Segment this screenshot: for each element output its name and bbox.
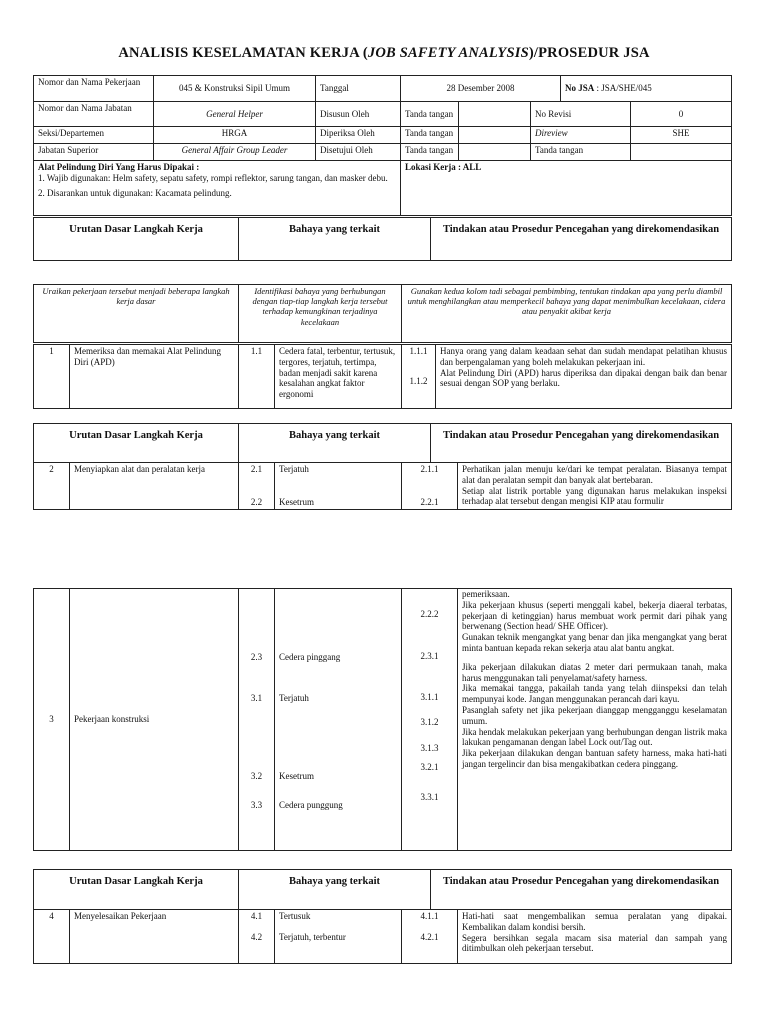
tanggal-label: Tanggal [316,76,401,102]
action-text: Jika memakai tangga, pakailah tanda yang telah diinspeksi dan telah mempunyai kode. Jangan menggunakan perancah dari kayu. [462,683,727,705]
info-table [33,75,732,102]
hazard-texts [275,463,402,510]
seksi-label: Seksi/Departemen [34,127,154,144]
hazard-numbers [239,463,275,510]
apd-cell [34,161,401,216]
hazard-text: Kesetrum [279,770,314,781]
tanda-tangan-label: Tanda tangan [531,144,631,161]
hazard-number: 1.1 [239,345,275,409]
step-description: Pekerjaan konstruksi [70,589,239,851]
description-row [33,284,732,343]
section-header-1 [33,217,732,261]
apd-item-1: 1. Wajib digunakan: Helm safety, sepatu safety, rompi reflektor, sarung tangan, dan masker debu. [38,172,388,183]
diperiksa-label: Diperiksa Oleh [316,127,401,144]
document-title: ANALISIS KESELAMATAN KERJA (JOB SAFETY ANALYSIS)/PROSEDUR JSA [118,45,650,61]
apd-item-2: 2. Disarankan untuk digunakan: Kacamata pelindung. [38,187,232,198]
header-hazards: Bahaya yang terkait [239,870,431,910]
step-number: 3 [34,589,70,851]
hazard-text: Terjatuh, terbentur [279,931,346,942]
step-description: Memeriksa dan memakai Alat Pelindung Diri (APD) [70,345,239,409]
hazard-number: 3.2 [250,770,263,781]
action-text: Pasanglah safety net jika pekerjaan dianggap mengganggu keselamatan umum. [462,704,727,726]
action-number: 2.2.1 [420,496,439,507]
action-text: Jika pekerjaan khusus (seperti menggali kabel, bekerja diaeral terbatas, pekerjaan di ketinggian) harus membuat work permit dari pihak yang berwenang (Section head/ SHE Officer). [462,599,727,632]
action-text: Segera bersihkan segala macam sisa material dan sampah yang ditimbulkan oleh pekerjaan tersebut. [462,932,727,954]
action-number: 4.2.1 [420,931,439,942]
step-description: Menyiapkan alat dan peralatan kerja [70,463,239,510]
header-actions: Tindakan atau Prosedur Pencegahan yang direkomendasikan [431,218,732,261]
action-text: Alat Pelindung Diri (APD) harus diperiksa dan dipakai dengan baik dan benar sesuai dengan SOP yang berlaku. [440,367,727,389]
desc-actions: Gunakan kedua kolom tadi sebagai pembimbing, tentukan tindakan apa yang perlu diambil untuk menghilangkan atau memperkecil bahaya yang dapat menimbulkan kecelakaan, cidera atau penyakit akibat kerja [402,285,732,343]
step-number: 1 [34,345,70,409]
hazard-text: Cedera fatal, terbentur, tertusuk, tergores, terjatuh, tertimpa, badan menjadi sakit karena kesalahan angkat faktor ergonomi [275,345,402,409]
action-text: Jika pekerjaan dilakukan diatas 2 meter dari permukaan tanah, maka harus menggunakan tali penyelamat/safety harness. [462,661,727,683]
header-actions: Tindakan atau Prosedur Pencegahan yang direkomendasikan [431,424,732,463]
superior-value: General Affair Group Leader [154,144,316,161]
tanda-tangan-label: Tanda tangan [401,144,459,161]
hazard-numbers [239,589,275,851]
action-numbers [402,463,458,510]
nama-pekerjaan-value: 045 & Konstruksi Sipil Umum [154,76,316,102]
header-actions: Tindakan atau Prosedur Pencegahan yang direkomendasikan [431,870,732,910]
action-numbers [402,589,458,851]
section-header-3 [33,869,732,910]
hazard-text: Terjatuh [279,692,309,703]
action-texts [458,910,732,964]
hazard-number: 2.2 [250,496,263,507]
no-revisi-label: No Revisi [531,102,631,127]
header-hazards: Bahaya yang terkait [239,218,431,261]
header-steps: Urutan Dasar Langkah Kerja [34,424,239,463]
action-number: 2.3.1 [420,650,439,661]
action-number: 3.1.1 [420,691,439,702]
action-text: pemeriksaan. [462,589,510,599]
seksi-value: HRGA [154,127,316,144]
action-texts [458,589,732,851]
hazard-texts [275,910,402,964]
action-text: Setiap alat listrik portable yang digunakan harus melakukan inspeksi terhadap alat tersebut dengan mengisi KIP atau formulir [462,485,727,507]
action-number: 3.1.3 [420,743,439,754]
tanda-tangan-label: Tanda tangan [401,127,459,144]
no-jsa: No JSA : JSA/SHE/045 [561,76,732,102]
tanda-tangan-field [459,102,531,127]
tanda-tangan-field [631,144,732,161]
desc-hazards: Identifikasi bahaya yang berhubungan dengan tiap-tiap langkah kerja tersebut terhadap kemungkinan terjadinya kecelakaan [239,285,402,343]
hazard-text: Cedera pinggang [279,652,341,662]
action-number: 4.1.1 [420,911,439,921]
direview-label: Direview [531,127,631,144]
action-text: Jika hendak melakukan pekerjaan yang berhubungan dengan listrik maka lakukan pengamanan dengan label Lock out/Tag out. [462,726,727,748]
action-number: 2.1.1 [420,464,439,474]
hazard-number: 3.1 [250,692,263,703]
header-hazards: Bahaya yang terkait [239,424,431,463]
jabatan-label: Nomor dan Nama Jabatan [34,102,154,127]
action-texts [436,345,732,409]
disetujui-label: Disetujui Oleh [316,144,401,161]
direview-value: SHE [631,127,732,144]
tanda-tangan-label: Tanda tangan [401,102,459,127]
apd-title: Alat Pelindung Diri Yang Harus Dipakai : [38,162,200,172]
hazard-number: 3.3 [250,800,263,811]
step-1-row [33,344,732,409]
action-text: Hanya orang yang dalam keadaan sehat dan sudah mendapat pelatihan khusus dan berpengalaman yang boleh melakukan pekerjaan ini. [440,346,727,367]
step-2-row [33,462,732,510]
hazard-numbers [239,910,275,964]
header-steps: Urutan Dasar Langkah Kerja [34,218,239,261]
hazard-text: Kesetrum [279,496,314,507]
hazard-number: 2.1 [250,464,263,474]
step-number: 2 [34,463,70,510]
hazard-number: 4.1 [250,911,263,921]
hazard-number: 4.2 [250,931,263,942]
step-description: Menyelesaikan Pekerjaan [70,910,239,964]
hazard-texts [275,589,402,851]
superior-label: Jabatan Superior [34,144,154,161]
no-revisi-value: 0 [631,102,732,127]
action-text: Jika pekerjaan dilakukan dengan bantuan safety harness, maka hati-hati jangan tergelincir dan bisa mengakibatkan cedera pinggang. [462,748,727,769]
action-number: 3.1.2 [420,717,439,728]
hazard-text: Tertusuk [279,911,311,921]
action-numbers [402,910,458,964]
action-texts [458,463,732,510]
action-text: Perhatikan jalan menuju ke/dari ke tempat peralatan. Biasanya tempat alat dan peralatan sempit dan banyak alat bertebaran. [462,464,727,485]
lokasi-kerja: Lokasi Kerja : ALL [401,161,732,216]
tanda-tangan-field [459,144,531,161]
header-steps: Urutan Dasar Langkah Kerja [34,870,239,910]
disusun-label: Disusun Oleh [316,102,401,127]
action-number: 3.2.1 [420,761,439,772]
step-number: 4 [34,910,70,964]
hazard-text: Cedera punggung [279,800,343,811]
tanda-tangan-field [459,127,531,144]
hazard-number: 2.3 [250,652,263,662]
action-text: Hati-hati saat mengembalikan semua peralatan yang dipakai. Kembalikan dalam kondisi bersih. [462,911,727,932]
section-header-2 [33,423,732,463]
action-number: 1.1.2 [409,375,428,386]
hazard-text: Terjatuh [279,464,309,474]
action-number: 2.2.2 [420,609,439,619]
step-4-row [33,909,732,964]
tanggal-value: 28 Desember 2008 [401,76,561,102]
jabatan-value: General Helper [154,102,316,127]
nama-pekerjaan-label: Nomor dan Nama Pekerjaan [34,76,154,102]
action-number: 1.1.1 [409,346,428,356]
desc-steps: Uraikan pekerjaan tersebut menjadi beberapa langkah kerja dasar [34,285,239,343]
step-3-row [33,588,732,851]
action-number: 3.3.1 [420,791,439,802]
action-text: Gunakan teknik mengangkat yang benar dan jika mengangkat yang berat minta bantuan kepada rekan sekerja atau alat bantu angkat. [462,632,727,653]
action-numbers [402,345,436,409]
info-table-2 [33,101,732,216]
